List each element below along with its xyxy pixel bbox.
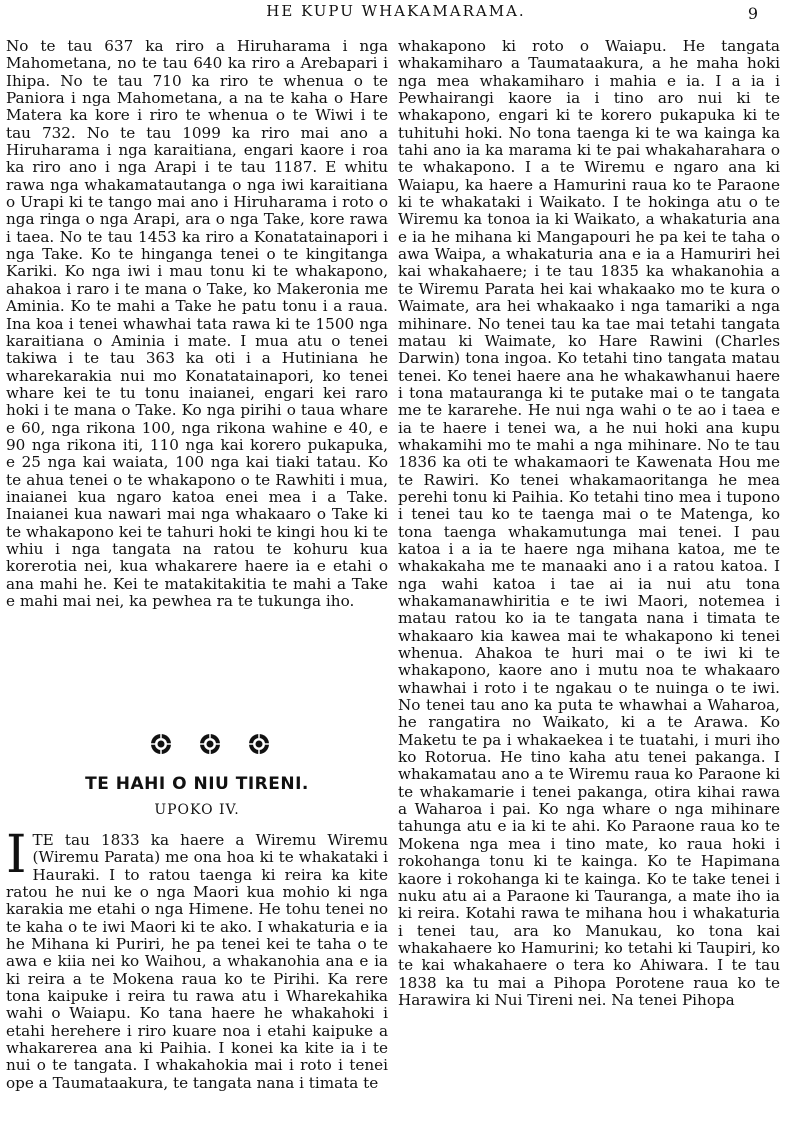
left-column-section xyxy=(6,825,388,1092)
right-column xyxy=(398,38,780,1009)
flower-ornament-icon xyxy=(150,733,172,755)
paragraph: No te tau 637 ka riro a Hiruharama i nga Mahometana, no te tau 640 ka riro a Arebapari i Ihipa. No te tau 710 ka riro te whenua o te Paniora i nga Mahometana, a na te kaha o Hare Matera ka kore i riro te whenua o te Wiwi i te tau 732. No te tau 1099 ka riro mai ano a Hiruharama i nga karaitiana, engari kaore i roa ka riro ano i nga Arapi i te tau 1187. E whitu rawa nga whakamatautanga o nga iwi karaitiana o Urapi ki te tango mai ano i Hiruharama i roto o nga ringa o nga Arapi, ara o nga Take, kore rawa i taea. No te tau 1453 ka riro a Konatatainapori i nga Take. Ko te hinganga tenei o te kingitanga Kariki. Ko nga iwi i mau tonu ki te whakapono, ahakoa i raro i te mana o Take, ko Makeronia me Aminia. Ko te mahi a Take he patu tonu i a raua. Ina koa i tenei whawhai tata rawa ki te 1500 nga karaitiana o Aminia i mate. I mua atu o tenei takiwa i te tau 363 ka oti i a Hutiniana he wharekarakia nui mo Konatatainapori, ko tenei whare kei te tu tonu inaianei, engari kei raro hoki i te mana o Take. Ko nga pirihi o taua whare e 60, nga rikona 100, nga rikona wahine e 40, e 90 nga rikona iti, 110 nga kai korero pukapuka, e 25 nga kai waiata, 100 nga kai tiaki tatau. Ko te ahua tenei o te whakapono o te Rawhiti i mua, inaianei kua ngaro katoa enei mea i a Take. Inaianei kua nawari mai nga whakaaro o Take ki te whakapono kei te tahuri hoki te kingi hou ki te whiu i nga tangata na ratou te kohuru kua korerotia nei, kua whakarere haere ia e etahi o ana mahi he. Kei te matakitakitia te mahi a Take e mahi mai nei, ka pewhea ra te tukunga iho. xyxy=(6,37,388,610)
drop-cap: I xyxy=(6,825,27,885)
section-title: TE HAHI O NIU TIRENI. xyxy=(85,774,309,794)
flower-ornament-icon xyxy=(248,733,270,755)
page-header xyxy=(0,2,794,26)
flower-ornament-icon xyxy=(199,733,221,755)
left-column-top xyxy=(6,38,388,610)
page-number: 9 xyxy=(747,4,758,23)
chapter-heading: UPOKO IV. xyxy=(154,802,240,818)
paragraph: whakapono ki roto o Waiapu. He tangata whakamiharo a Taumataakura, a he maha hoki nga mea whakamiharo i mahia e ia. I a ia i Pewhairangi kaore ia i tino aro nui ki te whakapono, engari ki te korero pukapuka ki te tuhituhi hoki. No tona taenga ki te wa kainga ka tahi ano ia ka marama ki te pai whakaharahara o te whakapono. I a te Wiremu e ngaro ana ki Waiapu, ka haere a Hamurini raua ko te Paraone ki te whakataki i Waikato. I te hokinga atu o te Wiremu ka tonoa ia ki Waikato, a whakaturia ana e ia he mihana ki Mangapouri he pa kei te taha o awa Waipa, a whakaturia ana e ia a Hamuriri hei kai whakahaere; i te tau 1835 ka whakanohia a te Wiremu Parata hei kai whakaako mo te kura o Waimate, ara hei whakaako i nga tamariki a nga mihinare. No tenei tau ka tae mai tetahi tangata matau ki Waimate, ko Hare Rawini (Charles Darwin) tona ingoa. Ko tetahi tino tangata matau tenei. Ko tenei haere ana he whakawhanui haere i tona matauranga ki te putake mai o te tangata me te kararehe. He nui nga wahi o te ao i taea e ia te haere i tenei wa, a he nui hoki ana kupu whakamihi mo te mahi a nga mihinare. No te tau 1836 ka oti te whakamaori te Kawenata Hou me te Rawiri. Ko tenei whakamaoritanga he mea perehi tonu ki Paihia. Ko tetahi tino mea i tupono i tenei tau ko te taenga mai o te Matenga, ko tona taenga whakamutunga mai tenei. I pau katoa i a ia te haere nga mihana katoa, me te whakakaha me te manaaki ano i a ratou katoa. I nga wahi katoa i tae ai ia nui atu tona whakamanawhiritia e te iwi Maori, notemea i matau ratou ko ia te tangata nana i timata te whakaaro kia kawea mai te whakapono ki tenei whenua. Ahakoa te huri mai o te iwi ki te whakapono, kaore ano i mutu noa te whakaaro whawhai i roto i te ngakau o te nuinga o te iwi. No tenei tau ano ka puta te whawhai a Waharoa, he rangatira no Waikato, ki a te Arawa. Ko Maketu te pa i whakaekea i te tuatahi, i muri iho ko Rotorua. He tino kaha atu tenei pakanga. I whakamatau ano a te Wiremu raua ko Paraone ki te whakamarie i tenei pakanga, otira kihai rawa a Waharoa i pai. Ko nga whare o nga mihinare tahunga atu e ia ki te ahi. Ko Paraone raua ko te Mokena nga mea i tino mate, ko raua hoki i rokohanga tonu ki te kainga. Ko te Hapimana kaore i rokohanga ki te kainga. Ko te take tenei i nuku atu ai a Paraone ki Tauranga, a mate iho ia ki reira. Kotahi rawa te mihana hou i whakaturia i tenei tau, ara ko Manukau, ko tona kai whakahaere ko Hamurini; ko tetahi ki Taupiri, ko te kai whakahaere o tera ko Ahiwara. I te tau 1838 ka tu mai a Pihopa Porotene raua ko te Harawira ki Nui Tireni nei. Na tenei Pihopa xyxy=(398,37,780,1009)
running-title: HE KUPU WHAKAMARAMA. xyxy=(266,2,526,20)
paragraph: TE tau 1833 ka haere a Wiremu Wiremu (Wiremu Parata) me ona hoa ki te whakataki i Hauraki. I to ratou taenga ki reira ka kite ratou he nui ke o nga Maori kua mohio ki nga karakia me etahi o nga Himene. He tohu tenei no te kaha o te iwi Maori ki te ako. I whakaturia e ia he Mihana ki Puriri, he pa tenei kei te taha o te awa e kiia nei ko Waihou, a whakanohia ana e ia ki reira a te Mokena raua ko te Pirihi. Ka rere tona kaipuke i reira tu rawa atu i Wharekahika wahi o Waiapu. Ko tana haere he whakahoki i etahi herehere i riro kuare noa i etahi kaipuke a whakarerea ana ki Paihia. I konei ka kite ia i te nui o te tangata. I whakahokia mai i roto i tenei ope a Taumataakura, te tangata nana i timata te xyxy=(6,831,388,1092)
ornament-row xyxy=(150,733,270,757)
